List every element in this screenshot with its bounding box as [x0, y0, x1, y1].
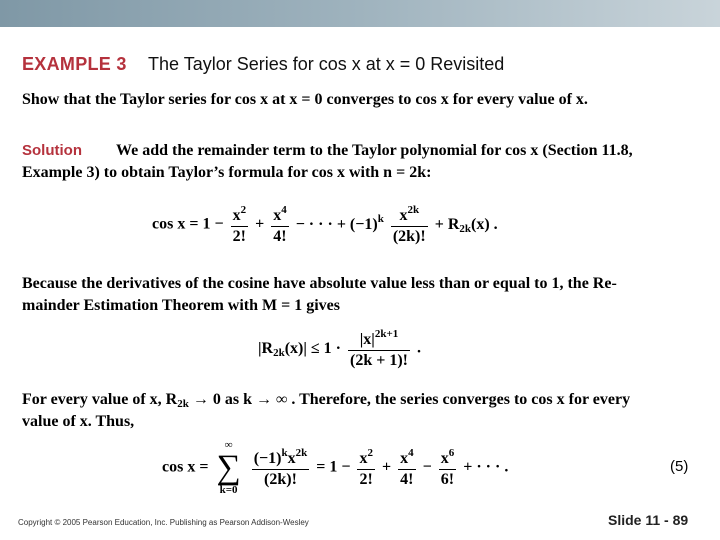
eq3-summand-fraction: $\frac{(-1)^kx^{2k}}{(2k)!}$ — [253, 447, 308, 488]
eq3-lhs: cos x = — [162, 458, 209, 476]
paragraph-3-line-2: value of x. Thus, — [22, 413, 135, 430]
eq3-fraction-1: $\frac{x^2}{2!}$ — [359, 447, 373, 488]
eq1-middle: − · · · + $(-1)^k$ — [295, 212, 384, 233]
eq1-lhs: cos x = 1 − — [152, 215, 224, 233]
eq1-remainder: + $R_{2k}(x)$ . — [434, 215, 498, 235]
eq3-minus: − — [422, 458, 432, 476]
example-prompt: Show that the Taylor series for cos x at x = 0 converges to cos x for every value of x. — [22, 91, 588, 108]
paragraph-2-line-1: Because the derivatives of the cosine have absolute value less than or equal to 1, the Re- — [22, 275, 617, 292]
eq1-fraction-3: $\frac{x^{2k}}{(2k)!}$ — [392, 204, 426, 245]
eq1-plus: + — [255, 215, 265, 233]
eq3-fraction-3: $\frac{x^6}{6!}$ — [440, 447, 455, 488]
slide-number: Slide 11 - 89 — [608, 512, 689, 528]
solution-label: Solution — [22, 142, 82, 159]
eq1-fraction-2: $\frac{x^4}{4!}$ — [273, 204, 287, 245]
top-decorative-bar — [0, 0, 720, 27]
cosine-series-equation — [162, 440, 508, 496]
example-title: The Taylor Series for cos x at x = 0 Revisited — [148, 54, 505, 74]
summation-symbol: ∞ ∑ k=0 — [216, 439, 241, 496]
paragraph-3-line-1: For every value of x, $R_{2k} \to 0$ as k → ∞ . Therefore, the series converges to cos x for every — [22, 391, 631, 410]
eq2-lhs: $|R_{2k}(x)| \le 1$ · — [258, 339, 341, 359]
paragraph-2-line-2: mainder Estimation Theorem with M = 1 gives — [22, 297, 340, 314]
equation-number: (5) — [670, 458, 689, 475]
solution-line-1: We add the remainder term to the Taylor polynomial for cos x (Section 11.8, — [116, 142, 633, 159]
example-label: EXAMPLE 3 — [22, 54, 127, 74]
eq3-fraction-2: $\frac{x^4}{4!}$ — [400, 447, 414, 488]
eq3-ellipsis: + · · · . — [463, 458, 509, 476]
copyright-footer: Copyright © 2005 Pearson Education, Inc. Publishing as Pearson Addison-Wesley — [18, 518, 309, 527]
solution-line-2: Example 3) to obtain Taylor’s formula for cos x with n = 2k: — [22, 164, 432, 181]
eq3-plus: + — [381, 458, 392, 476]
eq2-fraction: $\frac{|x|^{2k+1}}{(2k + 1)!}$ — [350, 328, 408, 369]
remainder-estimate-equation — [258, 328, 421, 370]
eq1-fraction-1: $\frac{x^2}{2!}$ — [232, 204, 247, 245]
eq3-equals: = 1 − — [316, 458, 351, 476]
eq2-period: . — [417, 339, 421, 357]
taylor-formula-equation — [152, 204, 498, 246]
